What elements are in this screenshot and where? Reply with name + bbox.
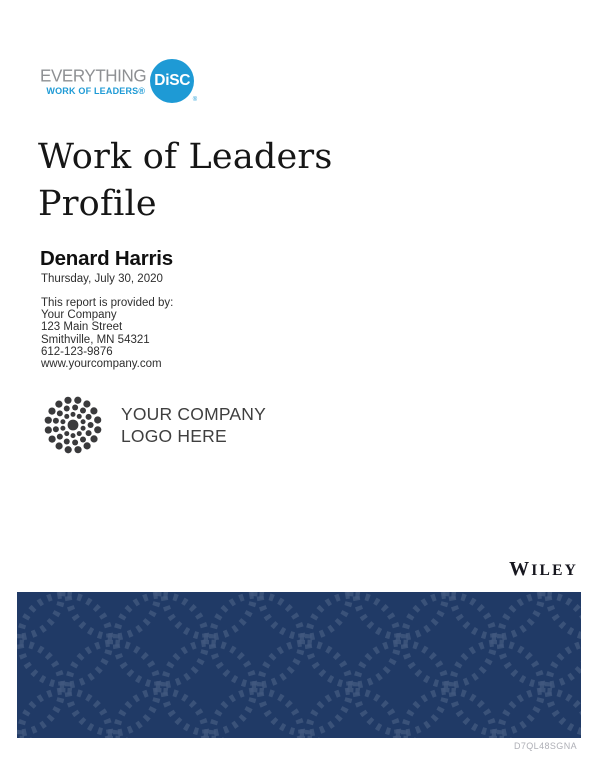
report-code: D7QL48SGNA	[513, 741, 577, 751]
report-date: Thursday, July 30, 2020	[41, 273, 163, 285]
disc-label: DiSC	[154, 72, 191, 89]
brand-everything-label: EVERYTHING	[40, 65, 147, 85]
participant-name: Denard Harris	[40, 247, 173, 270]
provider-block	[41, 297, 173, 370]
logo-placeholder-line1: YOUR COMPANY	[121, 403, 267, 424]
provider-heading: This report is provided by:	[41, 297, 174, 309]
provider-phone: 612-123-9876	[41, 345, 113, 358]
provider-street: 123 Main Street	[41, 321, 123, 334]
everything-disc-logo	[40, 59, 198, 103]
page-title-line2: Profile	[38, 184, 157, 224]
company-logo-placeholder	[40, 392, 266, 458]
decorative-ring-banner	[17, 592, 581, 738]
logo-placeholder-line2: LOGO HERE	[121, 426, 227, 446]
wiley-rest: ILEY	[531, 562, 578, 579]
page-title	[38, 134, 333, 228]
registered-mark: ®	[192, 97, 198, 103]
brand-tagline-label: WORK OF LEADERS®	[46, 85, 146, 96]
dotted-burst-logo-icon	[40, 392, 106, 458]
provider-company: Your Company	[41, 309, 117, 322]
wiley-initial: W	[509, 558, 532, 580]
provider-website: www.yourcompany.com	[41, 358, 162, 371]
brand-text-column	[40, 67, 146, 96]
provider-city: Smithville, MN 54321	[41, 333, 150, 346]
disc-circle-icon	[150, 59, 198, 103]
wiley-wordmark	[509, 558, 578, 581]
logo-placeholder-text	[121, 403, 266, 448]
page-title-line1: Work of Leaders	[38, 137, 333, 177]
